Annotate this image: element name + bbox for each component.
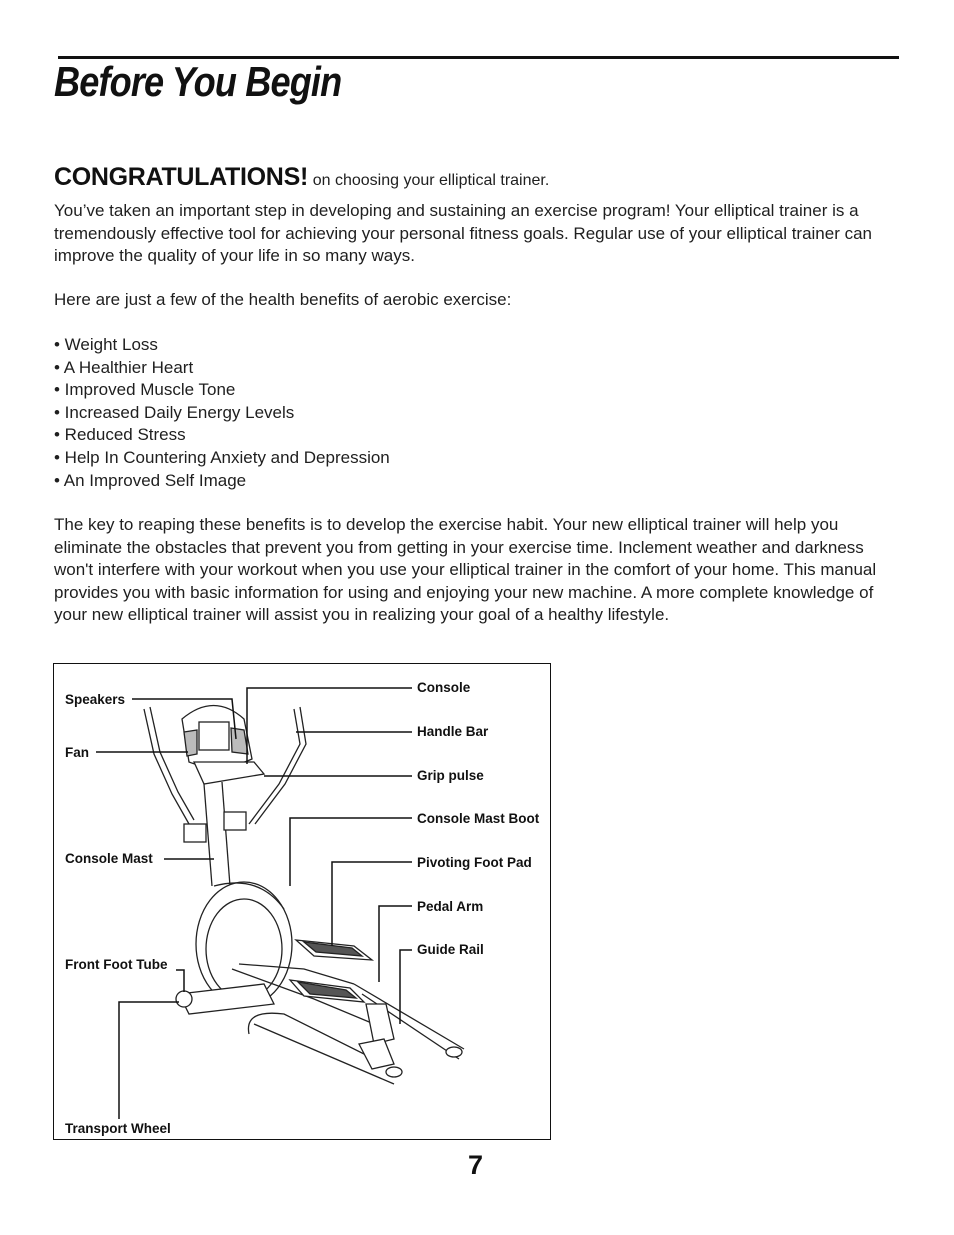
congratulations-heading: CONGRATULATIONS!	[54, 163, 308, 191]
label-fan: Fan	[65, 745, 90, 760]
list-item: • A Healthier Heart	[54, 357, 194, 377]
pedal-arm-leader	[379, 906, 412, 982]
label-console-mast: Console Mast	[65, 851, 153, 866]
console-leader	[247, 688, 412, 764]
habit-paragraph: The key to reaping these benefits is to develop the exercise habit. Your new elliptical trainer will help you eliminate the obstacles that prevent you from getting in your exercise time. Inclement weather and darkness won't interfere with your workout when you use your elliptical trainer in the comfort of your home. This manual provides you with basic information for using and enjoying your new machine. A more complete knowledge of your new elliptical trainer will assist you in realizing your goal of a healthy lifestyle.	[54, 515, 877, 624]
label-console: Console	[417, 680, 471, 695]
label-front-foot-tube: Front Foot Tube	[65, 957, 168, 972]
label-grip-pulse: Grip pulse	[417, 768, 484, 783]
label-guide-rail: Guide Rail	[417, 942, 484, 957]
page-title: Before You Begin	[54, 58, 342, 105]
intro-paragraph: You’ve taken an important step in developing and sustaining an exercise program! Your elliptical trainer is a tremendously effective tool for achieving your personal fitness goals. Regular use of your elliptical trainer can improve the quality of your life in so many ways.	[54, 201, 873, 265]
list-item: • An Improved Self Image	[54, 470, 247, 490]
pivoting-foot-pad-leader	[332, 862, 412, 946]
elliptical-diagram	[53, 663, 551, 1140]
console-mast-boot-leader	[290, 818, 412, 886]
front-foot-tube-leader	[176, 970, 184, 992]
list-item: • Reduced Stress	[54, 425, 186, 445]
congratulations-line	[54, 163, 899, 193]
benefits-list	[54, 334, 899, 492]
elliptical-illustration	[54, 664, 552, 1141]
list-item: • Improved Muscle Tone	[54, 380, 236, 400]
page-number: 7	[468, 1150, 484, 1180]
label-console-mast-boot: Console Mast Boot	[417, 811, 540, 826]
congratulations-tail: on choosing your elliptical trainer.	[312, 172, 550, 189]
label-transport-wheel: Transport Wheel	[65, 1121, 171, 1136]
list-item: • Weight Loss	[54, 335, 158, 354]
benefits-intro: Here are just a few of the health benefits of aerobic exercise:	[54, 290, 512, 309]
label-pedal-arm: Pedal Arm	[417, 899, 484, 914]
transport-wheel-leader	[119, 1002, 179, 1119]
list-item: • Help In Countering Anxiety and Depression	[54, 447, 390, 467]
list-item: • Increased Daily Energy Levels	[54, 402, 295, 422]
label-pivoting-foot-pad: Pivoting Foot Pad	[417, 855, 532, 870]
label-handle-bar: Handle Bar	[417, 724, 489, 739]
label-speakers: Speakers	[65, 692, 126, 707]
